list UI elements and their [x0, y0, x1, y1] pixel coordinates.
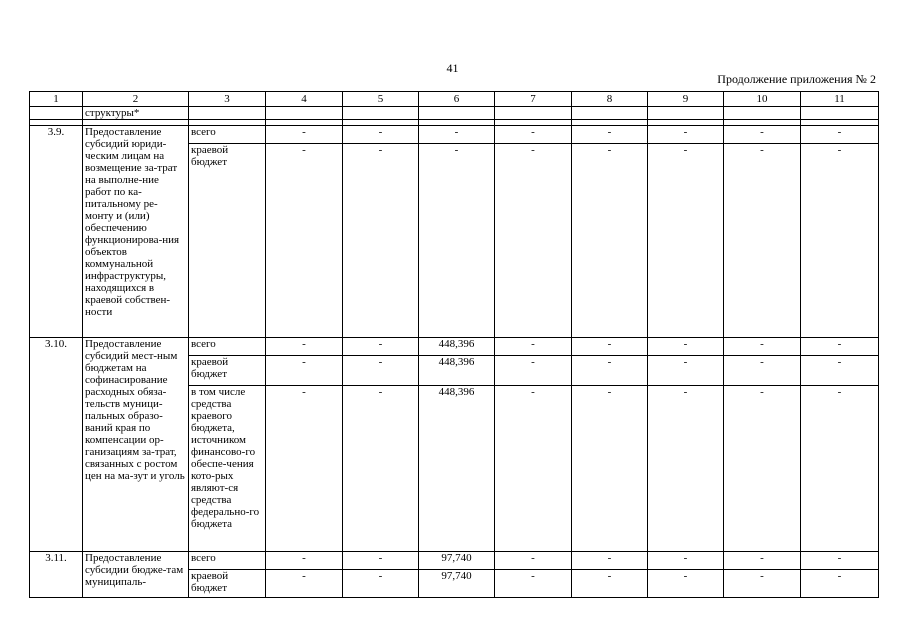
source-label: всего — [189, 338, 266, 356]
table-row — [30, 338, 879, 356]
column-number: 1 — [30, 92, 83, 107]
column-number: 5 — [343, 92, 419, 107]
value-cell: - — [572, 552, 648, 570]
value-cell: - — [495, 570, 572, 598]
value-cell: 97,740 — [419, 552, 495, 570]
source-label: в том числе средства краевого бюджета, источником финансово-го обеспе-чения кото-рых являют-ся средства федерально-го бюджета — [189, 386, 266, 552]
value-cell: - — [572, 126, 648, 144]
value-cell: - — [343, 386, 419, 552]
carry-over-row — [30, 107, 879, 120]
carry-over-text: структуры* — [83, 107, 189, 120]
value-cell: - — [266, 570, 343, 598]
value-cell: 448,396 — [419, 386, 495, 552]
value-cell: - — [266, 356, 343, 386]
source-label: краевой бюджет — [189, 356, 266, 386]
item-number: 3.10. — [30, 338, 83, 552]
value-cell: - — [648, 338, 724, 356]
table-row — [30, 552, 879, 570]
value-cell: - — [724, 338, 801, 356]
column-number: 3 — [189, 92, 266, 107]
value-cell: - — [495, 552, 572, 570]
column-number: 6 — [419, 92, 495, 107]
value-cell: - — [648, 552, 724, 570]
value-cell: - — [648, 126, 724, 144]
item-number: 3.9. — [30, 126, 83, 338]
value-cell: - — [572, 386, 648, 552]
column-number: 8 — [572, 92, 648, 107]
page-number: 41 — [446, 61, 459, 75]
value-cell: 97,740 — [419, 570, 495, 598]
column-number: 9 — [648, 92, 724, 107]
value-cell: 448,396 — [419, 338, 495, 356]
value-cell: - — [266, 338, 343, 356]
value-cell: - — [801, 144, 879, 338]
value-cell: - — [343, 356, 419, 386]
column-number: 10 — [724, 92, 801, 107]
source-label: краевой бюджет — [189, 144, 266, 338]
value-cell: - — [495, 144, 572, 338]
item-number: 3.11. — [30, 552, 83, 598]
value-cell: - — [266, 552, 343, 570]
item-name: Предоставление субсидии бюдже-там муниципаль- — [83, 552, 189, 598]
value-cell: - — [724, 386, 801, 552]
source-label: краевой бюджет — [189, 570, 266, 598]
value-cell: - — [648, 356, 724, 386]
value-cell: - — [801, 338, 879, 356]
value-cell: - — [724, 356, 801, 386]
value-cell: - — [801, 552, 879, 570]
item-name: Предоставление субсидий юриди-ческим лицам на возмещение за-трат на выполне-ние работ по ка-питальному ре-монту и (или) обеспечению функционирова-ния объектов коммунальной инфраструктуры, находящихся в краевой собствен-ности — [83, 126, 189, 338]
source-label: всего — [189, 126, 266, 144]
column-number: 7 — [495, 92, 572, 107]
item-name: Предоставление субсидий мест-ным бюджетам на софинасирование расходных обяза-тельств муници-пальных образо-ваний края по компенсации ор-ганизациям за-трат, связанных с ростом цен на ма-зут и уголь — [83, 338, 189, 552]
value-cell: - — [495, 386, 572, 552]
value-cell: - — [495, 126, 572, 144]
value-cell: - — [266, 386, 343, 552]
value-cell: - — [801, 356, 879, 386]
value-cell: - — [724, 126, 801, 144]
value-cell: - — [572, 356, 648, 386]
value-cell: - — [648, 386, 724, 552]
value-cell: - — [801, 570, 879, 598]
value-cell: - — [419, 126, 495, 144]
value-cell: - — [266, 144, 343, 338]
value-cell: - — [343, 552, 419, 570]
appendix-note: Продолжение приложения № 2 — [717, 72, 876, 86]
value-cell: - — [648, 144, 724, 338]
value-cell: - — [572, 570, 648, 598]
budget-table — [29, 91, 879, 598]
value-cell: - — [801, 126, 879, 144]
column-number: 4 — [266, 92, 343, 107]
value-cell: - — [343, 144, 419, 338]
column-number-row — [30, 92, 879, 107]
value-cell: - — [495, 338, 572, 356]
value-cell: - — [343, 338, 419, 356]
value-cell: - — [724, 144, 801, 338]
value-cell: - — [724, 570, 801, 598]
value-cell: - — [266, 126, 343, 144]
value-cell: - — [572, 144, 648, 338]
value-cell: - — [419, 144, 495, 338]
source-label: всего — [189, 552, 266, 570]
value-cell: - — [495, 356, 572, 386]
value-cell: - — [343, 570, 419, 598]
value-cell: - — [724, 552, 801, 570]
column-number: 11 — [801, 92, 879, 107]
table-row — [30, 126, 879, 144]
value-cell: - — [801, 386, 879, 552]
value-cell: 448,396 — [419, 356, 495, 386]
column-number: 2 — [83, 92, 189, 107]
value-cell: - — [572, 338, 648, 356]
value-cell: - — [648, 570, 724, 598]
value-cell: - — [343, 126, 419, 144]
